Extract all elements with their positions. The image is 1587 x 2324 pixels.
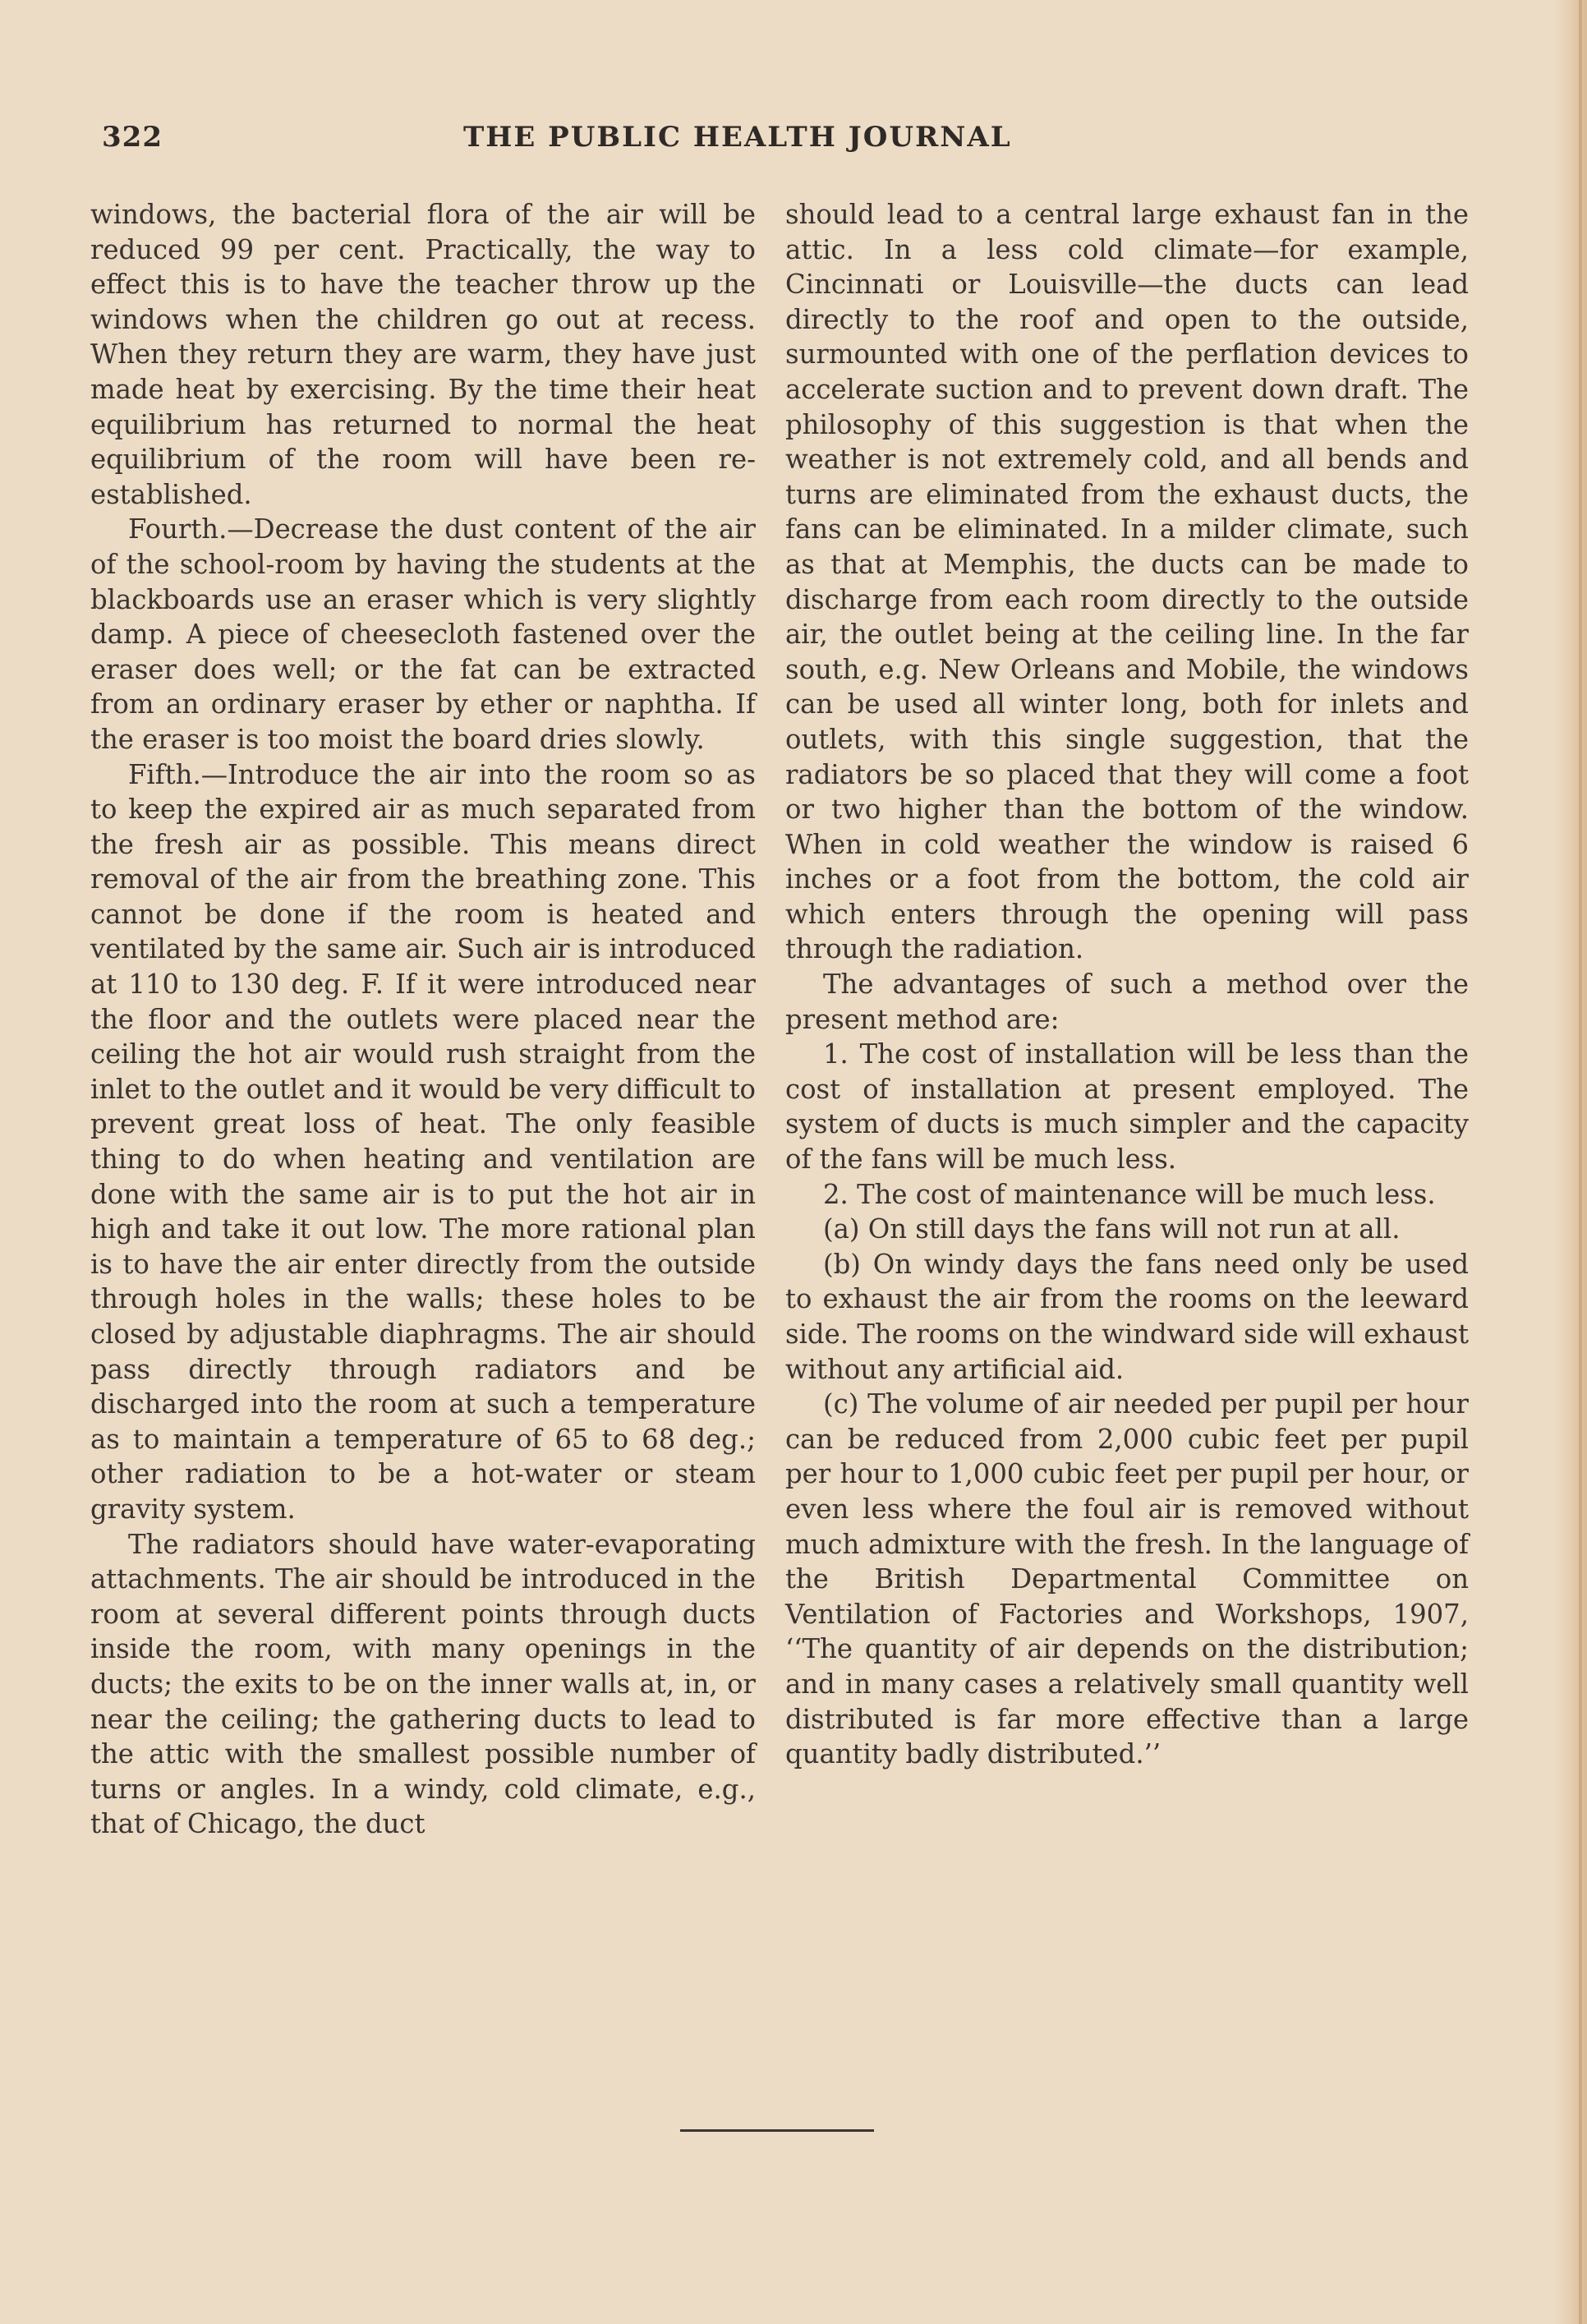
- list-item: (b) On windy days the fans need only be used to exhaust the air from the rooms on the leeward side. The rooms on the windward side will exhaust without any artificial aid.: [785, 1248, 1469, 1385]
- page-number: 322: [102, 121, 163, 154]
- list-item: (a) On still days the fans will not run at all.: [823, 1213, 1401, 1245]
- page-edge-shadow: [1554, 0, 1587, 2324]
- list-item: (c) The volume of air needed per pupil per hour can be reduced from 2,000 cubic feet per pupil per hour to 1,000 cubic feet per pupil per hour, or even less where the foul air is removed without much admixture with the fresh. In the language of the British Departmental Committee on Ventilation of Factories and Workshops, 1907, ‘‘The quantity of air depends on the distribution; and in many cases a relatively small quantity well distributed is far more effective than a large quantity badly distributed.’’: [785, 1388, 1469, 1770]
- journal-title: THE PUBLIC HEALTH JOURNAL: [463, 121, 1012, 154]
- paragraph: The advantages of such a method over the present method are:: [785, 969, 1469, 1035]
- paragraph: Fourth.—Decrease the dust content of the air of the school-room by having the students at the blackboards use an eraser which is very slightly damp. A piece of cheesecloth fastened over the eraser does well; or the fat can be extracted from an ordinary eraser by ether or naphtha. If the eraser is too moist the board dries slowly.: [90, 513, 756, 755]
- left-column: [90, 197, 756, 1842]
- paragraph: should lead to a central large exhaust fan in the attic. In a less cold climate—for example, Cincinnati or Louisville—the ducts can lead directly to the roof and open to the outside, surmounted with one of the perflation devices to accelerate suction and to prevent down draft. The philosophy of this suggestion is that when the weather is not extremely cold, and all bends and turns are eliminated from the exhaust ducts, the fans can be eliminated. In a milder climate, such as that at Memphis, the ducts can be made to discharge from each room directly to the outside air, the outlet being at the ceiling line. In the far south, e.g. New Orleans and Mobile, the windows can be used all winter long, both for inlets and outlets, with this single suggestion, that the radiators be so placed that they will come a foot or two higher than the bottom of the window. When in cold weather the window is raised 6 inches or a foot from the bottom, the cold air which enters through the opening will pass through the radiation.: [785, 199, 1469, 965]
- list-item: 2. The cost of maintenance will be much less.: [823, 1178, 1436, 1210]
- right-column: [785, 197, 1469, 1772]
- paragraph: Fifth.—Introduce the air into the room so as to keep the expired air as much separated from the fresh air as possible. This means direct removal of the air from the breathing zone. This cannot be done if the room is heated and ventilated by the same air. Such air is introduced at 110 to 130 deg. F. If it were introduced near the floor and the outlets were placed near the ceiling the hot air would rush straight from the inlet to the outlet and it would be very difficult to prevent great loss of heat. The only feasible thing to do when heating and ventilation are done with the same air is to put the hot air in high and take it out low. The more rational plan is to have the air enter directly from the outside through holes in the walls; these holes to be closed by adjustable diaphragms. The air should pass directly through radiators and be discharged into the room at such a temperature as to maintain a temperature of 65 to 68 deg.; other radiation to be a hot-water or steam gravity system.: [90, 758, 756, 1525]
- paragraph: The radiators should have water-evaporating attachments. The air should be introduced in the room at several different points through ducts inside the room, with many openings in the ducts; the exits to be on the inner walls at, in, or near the ceiling; the gathering ducts to lead to the attic with the smallest possible number of turns or angles. In a windy, cold climate, e.g., that of Chicago, the duct: [90, 1528, 756, 1840]
- list-item: 1. The cost of installation will be less than the cost of installation at present employed. The system of ducts is much simpler and the capacity of the fans will be much less.: [785, 1038, 1469, 1176]
- page-header: [102, 121, 1465, 167]
- section-end-rule: [680, 2129, 874, 2132]
- paragraph: windows, the bacterial flora of the air will be reduced 99 per cent. Practically, the way to effect this is to have the teacher throw up the windows when the children go out at recess. When they return they are warm, they have just made heat by exercising. By the time their heat equilibrium has returned to normal the heat equilibrium of the room will have been re-established.: [90, 199, 756, 510]
